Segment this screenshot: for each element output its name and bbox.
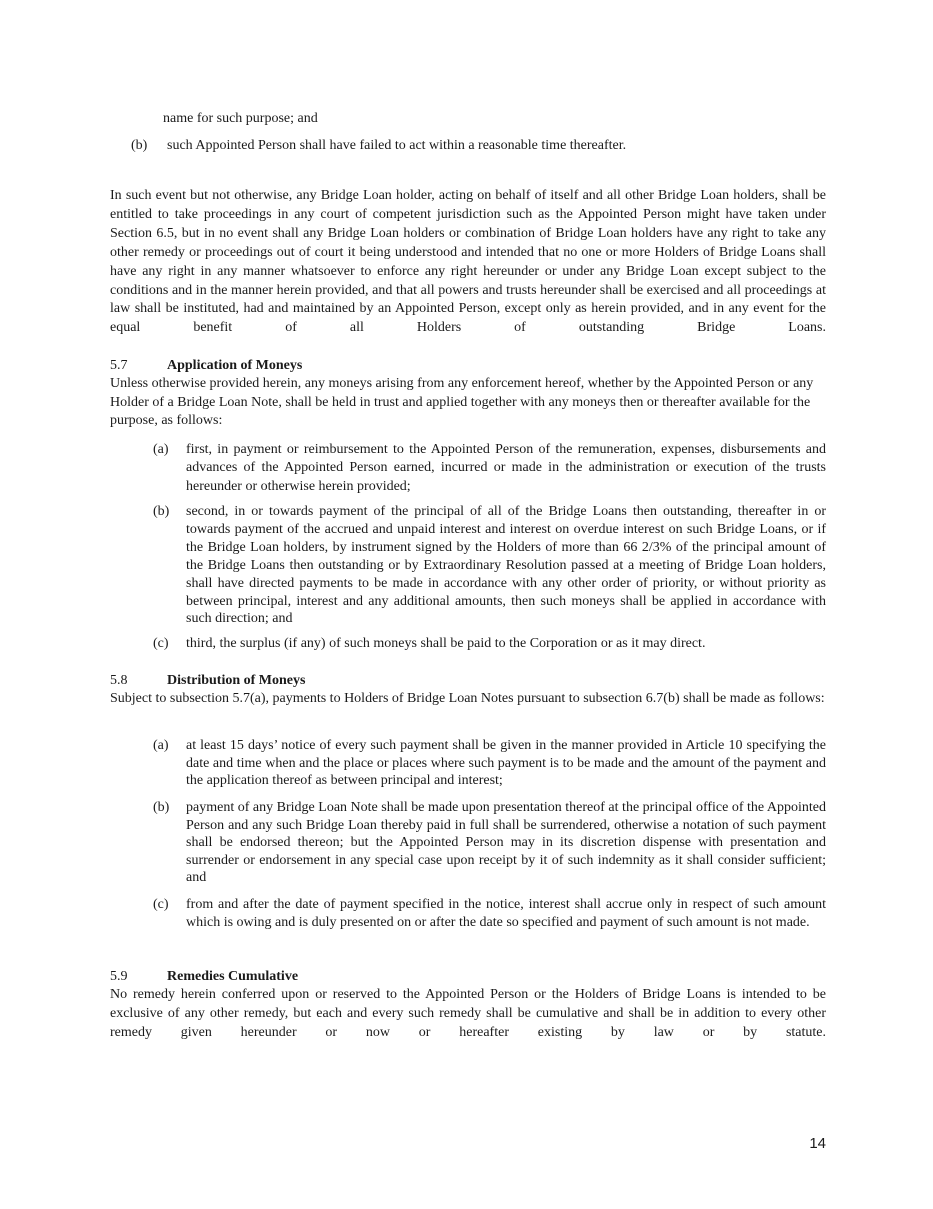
carryover-item-b <box>131 137 831 155</box>
section-5-8-item-b <box>153 799 826 887</box>
item-label: (b) <box>153 800 170 815</box>
carryover-line: name for such purpose; and <box>163 111 318 126</box>
section-5-7-item-c <box>153 635 826 653</box>
item-text: at least 15 days’ notice of every such payment shall be given in the manner provided in Article 10 specifying the date and time when and the place or places where such payment is to be made and the amount of the payment and the application thereof as between principal and interest; <box>186 738 826 789</box>
item-text: second, in or towards payment of the principal of all of the Bridge Loans then outstanding, thereafter in or towards payment of the accrued and unpaid interest and interest on overdue interest on such Bridge Loans, or if the Bridge Loan holders, by instrument signed by the Holders of more than 66 2/3% of the principal amount of the Bridge Loans then outstanding or by Extraordinary Resolution passed at a meeting of Bridge Loan holders, shall have directed payments to be made in accordance with any other order of priority, or without priority as between principal, interest and any additional amounts, then such moneys shall be applied in accordance with such direction; and <box>186 504 826 627</box>
item-label: (b) <box>153 504 170 519</box>
item-label: (c) <box>153 897 169 912</box>
section-5-7-intro: Unless otherwise provided herein, any moneys arising from any enforcement hereof, whether by the Appointed Person or any Holder of a Bridge Loan Note, shall be held in trust and applied together with any moneys then or thereafter available for the purpose, as follows: <box>110 376 814 429</box>
page-number: 14 <box>809 1135 826 1152</box>
item-label: (a) <box>153 442 169 457</box>
section-number: 5.8 <box>110 673 128 688</box>
item-text: from and after the date of payment specified in the notice, interest shall accrue only in respect of such amount which is owing and is duly presented on or after the date so specified and payment of such amount is not made. <box>186 897 826 930</box>
section-5-8-item-a <box>153 737 826 790</box>
item-text: such Appointed Person shall have failed to act within a reasonable time thereafter. <box>167 138 627 153</box>
paragraph-in-such-event: In such event but not otherwise, any Bridge Loan holder, acting on behalf of itself and all other Bridge Loan holders, shall be entitled to take proceedings in any court of competent jurisdiction such as the Appointed Person might have taken under Section 6.5, but in no event shall any Bridge Loan holders or combination of Bridge Loan holders have any right to take any other remedy or proceedings out of court it being understood and intended that no one or more Holders of Bridge Loans shall have any right in any manner whatsoever to enforce any right hereunder or under any Bridge Loan except subject to the conditions and in the manner herein provided, and that all powers and trusts hereunder shall be exercised and all proceedings at law shall be instituted, had and maintained by an Appointed Person, except only as herein provided, and in any event for the equal benefit of all Holders of outstanding Bridge Loans. <box>110 188 826 336</box>
item-label: (c) <box>153 636 169 651</box>
section-5-7-item-b <box>153 503 826 628</box>
section-5-9-text: No remedy herein conferred upon or reserved to the Appointed Person or the Holders of Bridge Loans is intended to be exclusive of any other remedy, but each and every such remedy shall be cumulative and shall be in addition to every other remedy given hereunder or now or hereafter existing by law or by statute. <box>110 987 826 1040</box>
item-label: (b) <box>131 138 148 153</box>
section-5-8-intro: Subject to subsection 5.7(a), payments to Holders of Bridge Loan Notes pursuant to subsection 6.7(b) shall be made as follows: <box>110 691 825 706</box>
section-title: Distribution of Moneys <box>167 673 306 688</box>
section-number: 5.9 <box>110 969 128 984</box>
section-5-8-item-c <box>153 896 826 931</box>
item-text: payment of any Bridge Loan Note shall be made upon presentation thereof at the principal office of the Appointed Person and any such Bridge Loan thereby paid in full shall be surrendered, otherwise a notation of such payment shall be endorsed thereon; but the Appointed Person may in its discretion dispense with presentation and surrender or endorsement in any special case upon receipt by it of such indemnity as it shall consider sufficient; and <box>186 800 826 886</box>
item-label: (a) <box>153 738 169 753</box>
item-text: first, in payment or reimbursement to the Appointed Person of the remuneration, expenses, disbursements and advances of the Appointed Person earned, incurred or made in the administration or execution of the trusts hereunder or otherwise herein provided; <box>186 442 826 494</box>
section-title: Remedies Cumulative <box>167 969 299 984</box>
section-5-7-item-a <box>153 441 826 496</box>
item-text: third, the surplus (if any) of such moneys shall be paid to the Corporation or as it may direct. <box>186 636 706 651</box>
section-number: 5.7 <box>110 358 128 373</box>
section-title: Application of Moneys <box>167 358 303 373</box>
